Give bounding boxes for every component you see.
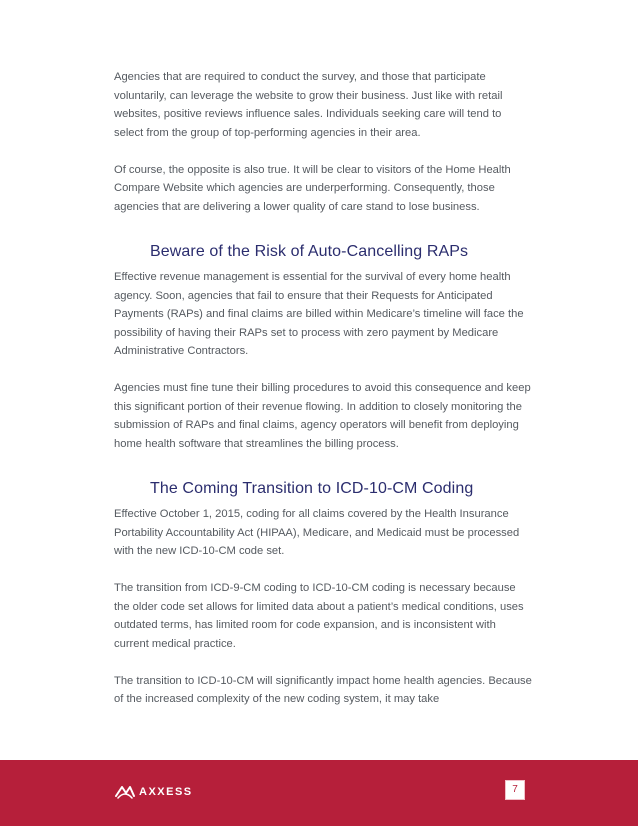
intro-paragraph-2: Of course, the opposite is also true. It will be clear to visitors of the Home Health Compare Website which agencies are underperforming. Consequently, those agencies that are delivering a lower quality of care stand to lose business.	[114, 163, 511, 213]
section-heading-icd10-transition: The Coming Transition to ICD-10-CM Coding	[150, 480, 474, 497]
logo-text: AXXESS	[139, 786, 193, 798]
page-number: 7	[505, 780, 525, 800]
section2-paragraph-3: The transition to ICD-10-CM will significantly impact home health agencies. Because of the increased complexity of the new coding system, it may take	[114, 674, 532, 705]
page-footer	[0, 760, 638, 826]
section1-paragraph-2: Agencies must fine tune their billing procedures to avoid this consequence and keep this significant portion of their revenue flowing. In addition to closely monitoring the submission of RAPs and final claims, agency operators will benefit from deploying home health software that streamlines the billing process.	[114, 382, 531, 450]
page-content	[114, 68, 532, 709]
section2-paragraph-1: Effective October 1, 2015, coding for all claims covered by the Health Insurance Portability Accountability Act (HIPAA), Medicare, and Medicaid must be processed with the new ICD-10-CM code set.	[114, 508, 520, 557]
section2-paragraph-2: The transition from ICD-9-CM coding to ICD-10-CM coding is necessary because the older code set allows for limited data about a patient’s medical conditions, uses outdated terms, has limited room for code expansion, and is inconsistent with current medical practice.	[114, 582, 524, 650]
section-heading-auto-cancelling-raps: Beware of the Risk of Auto-Cancelling RAPs	[150, 243, 469, 260]
section1-paragraph-1: Effective revenue management is essential for the survival of every home health agency. Soon, agencies that fail to ensure that their Requests for Anticipated Payments (RAPs) and final claims are billed within Medicare’s timeline will face the possibility of having their RAPs set to process with zero payment by Medicare Administrative Contractors.	[114, 271, 524, 357]
intro-paragraph-1: Agencies that are required to conduct the survey, and those that participate voluntarily, can leverage the website to grow their business. Just like with retail websites, positive reviews influence sales. Individuals seeking care will tend to select from the group of top-performing agencies in their area.	[114, 71, 503, 139]
axxess-logo	[114, 784, 193, 800]
axxess-logo-icon	[114, 784, 136, 800]
